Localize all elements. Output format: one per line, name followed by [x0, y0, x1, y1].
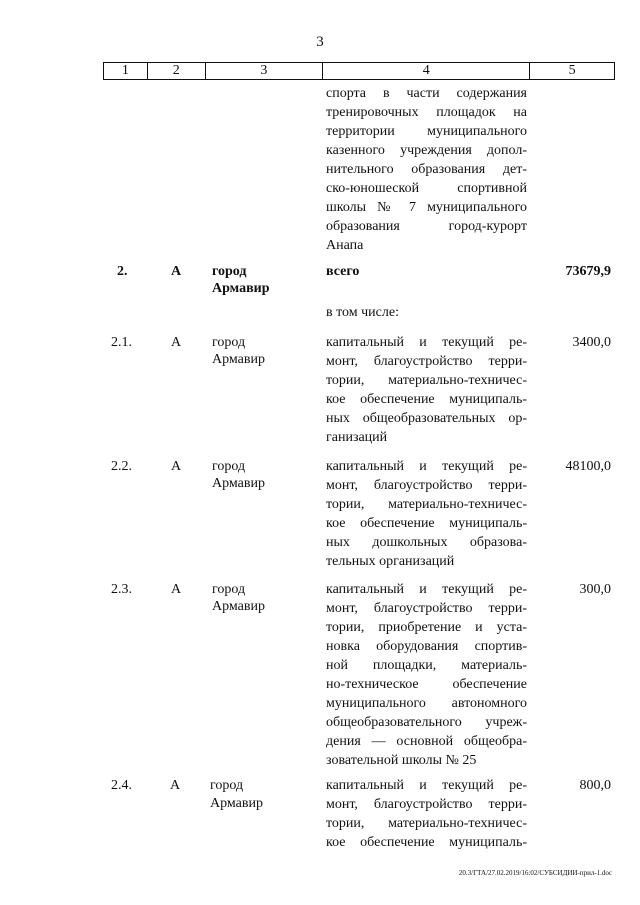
row-description: всего	[326, 264, 360, 279]
row-value: 800,0	[579, 778, 611, 793]
description-line: новка оборудования спортив-	[326, 639, 527, 654]
description-line: монт, благоустройство терри-	[326, 601, 527, 616]
document-footer: 20.3/ГТА/27.02.2019/16:02/СУБСИДИИ-прил-1.doc	[458, 869, 612, 877]
row-city: город	[210, 778, 244, 793]
row-letter: А	[171, 582, 182, 597]
description-line: тории, материально-техничес-	[326, 816, 527, 831]
continuation-line: казенного учреждения допол-	[326, 143, 527, 158]
row-number: 2.	[117, 264, 128, 279]
row-city: Армавир	[212, 281, 270, 296]
row-letter: А	[171, 335, 182, 350]
header-col-5: 5	[568, 63, 576, 78]
description-line: кое обеспечение муниципаль-	[326, 392, 527, 407]
row-number: 2.2.	[111, 459, 132, 474]
description-line: тории, материально-техничес-	[326, 373, 527, 388]
row-city: город	[212, 459, 246, 474]
description-line: тории, приобретение и уста-	[326, 620, 527, 635]
header-col-3: 3	[206, 63, 324, 79]
continuation-line: школы № 7 муниципального	[326, 200, 527, 215]
row-city: Армавир	[212, 599, 265, 614]
description-line: муниципального автономного	[326, 696, 527, 711]
description-line: но-техническое обеспечение	[326, 677, 527, 692]
row-city: город	[212, 264, 247, 279]
row-letter: А	[170, 778, 181, 793]
row-value: 73679,9	[565, 264, 611, 279]
description-line: ной площадки, материаль-	[326, 658, 527, 673]
continuation-line: территории муниципального	[326, 124, 527, 139]
row-number: 2.1.	[111, 335, 132, 350]
table-header	[103, 62, 615, 80]
continuation-line: тренировочных площадок на	[326, 105, 527, 120]
row-number: 2.4.	[111, 778, 132, 793]
page-number: 3	[316, 34, 324, 50]
row-city: Армавир	[212, 476, 265, 491]
description-line: монт, благоустройство терри-	[326, 354, 527, 369]
row-value: 48100,0	[565, 459, 611, 474]
continuation-line: ско-юношеской спортивной	[326, 181, 527, 196]
header-col-1: 1	[104, 63, 148, 79]
row-letter: А	[171, 459, 182, 474]
description-line: монт, благоустройство терри-	[326, 797, 527, 812]
continuation-line: образования город-курорт	[326, 219, 527, 234]
description-line: монт, благоустройство терри-	[326, 478, 527, 493]
row-value: 3400,0	[572, 335, 611, 350]
description-line: тельных организаций	[326, 554, 455, 569]
description-line: дения — основной общеобра-	[326, 734, 527, 749]
row-city: Армавир	[212, 352, 265, 367]
description-line: ных общеобразовательных ор-	[326, 411, 527, 426]
description-line: кое обеспечение муниципаль-	[326, 516, 527, 531]
description-line: ганизаций	[326, 430, 388, 445]
header-col-4: 4	[323, 63, 530, 79]
description-line: зовательной школы № 25	[326, 753, 477, 768]
row-number: 2.3.	[111, 582, 132, 597]
description-line: общеобразовательного учреж-	[326, 715, 527, 730]
row-value: 300,0	[579, 582, 611, 597]
description-line: капитальный и текущий ре-	[326, 459, 527, 474]
row-city: Армавир	[210, 796, 263, 811]
description-line: капитальный и текущий ре-	[326, 778, 527, 793]
header-col-2: 2	[148, 63, 206, 79]
row-letter: А	[171, 264, 182, 279]
description-line: капитальный и текущий ре-	[326, 335, 527, 350]
continuation-line: нительного образования дет-	[326, 162, 527, 177]
continuation-line: Анапа	[326, 238, 364, 253]
row-city: город	[212, 335, 246, 350]
description-line: кое обеспечение муниципаль-	[326, 835, 527, 850]
row-city: город	[212, 582, 246, 597]
sub-heading: в том числе:	[326, 305, 399, 320]
description-line: ных дошкольных образова-	[326, 535, 527, 550]
description-line: капитальный и текущий ре-	[326, 582, 527, 597]
continuation-line: спорта в части содержания	[326, 86, 527, 101]
description-line: тории, материально-техничес-	[326, 497, 527, 512]
